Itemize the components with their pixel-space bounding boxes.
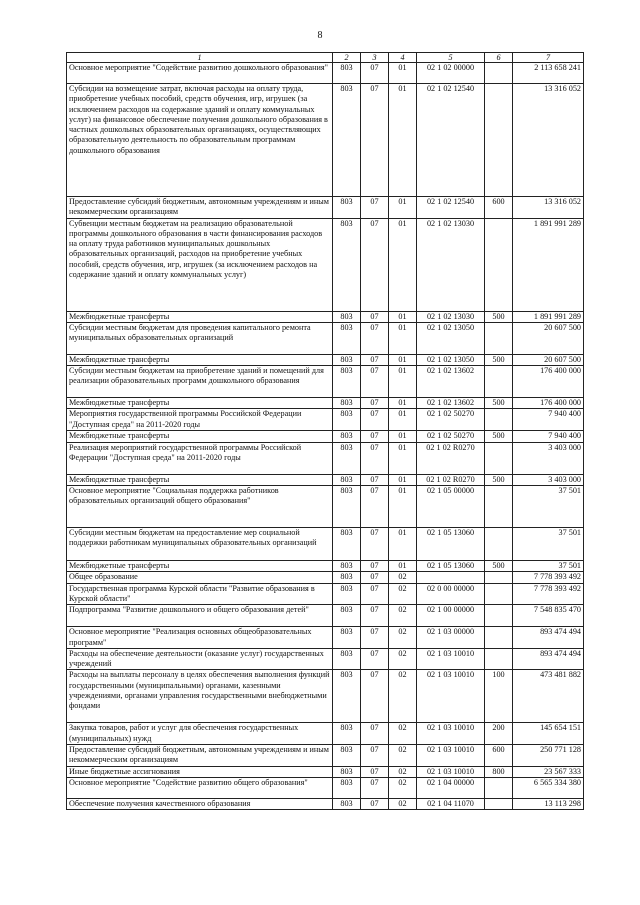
- target-article-cell: 02 1 05 13060: [417, 561, 485, 572]
- subsection-code-cell: 02: [389, 583, 417, 605]
- table-row: [67, 605, 584, 627]
- subsection-code-cell: 02: [389, 745, 417, 767]
- amount-cell: 176 400 000: [513, 398, 584, 409]
- amount-cell: 6 565 334 380: [513, 777, 584, 798]
- subsection-code-cell: 01: [389, 197, 417, 219]
- amount-cell: 23 567 333: [513, 766, 584, 777]
- target-article-cell: 02 1 03 10010: [417, 648, 485, 670]
- ministry-code-cell: 803: [333, 583, 361, 605]
- header-cell: 2: [333, 53, 361, 63]
- table-row: [67, 197, 584, 219]
- target-article-cell: 02 1 02 00000: [417, 63, 485, 84]
- table-row: [67, 322, 584, 354]
- expense-type-cell: 100: [485, 670, 513, 723]
- ministry-code-cell: 803: [333, 218, 361, 311]
- amount-cell: 7 548 835 470: [513, 605, 584, 627]
- ministry-code-cell: 803: [333, 197, 361, 219]
- row-name-cell: Межбюджетные трансферты: [67, 474, 333, 485]
- header-cell: 5: [417, 53, 485, 63]
- section-code-cell: 07: [361, 354, 389, 365]
- row-name-cell: Межбюджетные трансферты: [67, 561, 333, 572]
- target-article-cell: 02 1 02 50270: [417, 431, 485, 442]
- expense-type-cell: 500: [485, 561, 513, 572]
- amount-cell: 13 113 298: [513, 798, 584, 809]
- header-cell: 3: [361, 53, 389, 63]
- ministry-code-cell: 803: [333, 486, 361, 528]
- table-row: [67, 354, 584, 365]
- table-row: [67, 777, 584, 798]
- row-name-cell: Расходы на выплаты персоналу в целях обеспечения выполнения функций государственными (муниципальными) органами, казенными учреждениями, органами управления государственными внебюджетными фондами: [67, 670, 333, 723]
- ministry-code-cell: 803: [333, 777, 361, 798]
- subsection-code-cell: 02: [389, 766, 417, 777]
- section-code-cell: 07: [361, 605, 389, 627]
- header-cell: 4: [389, 53, 417, 63]
- amount-cell: 37 501: [513, 561, 584, 572]
- table-row: [67, 218, 584, 311]
- table-row: [67, 561, 584, 572]
- row-name-cell: Межбюджетные трансферты: [67, 431, 333, 442]
- expense-type-cell: [485, 366, 513, 398]
- table-row: [67, 442, 584, 474]
- ministry-code-cell: 803: [333, 431, 361, 442]
- table-row: [67, 398, 584, 409]
- ministry-code-cell: 803: [333, 409, 361, 431]
- target-article-cell: 02 1 03 10010: [417, 670, 485, 723]
- ministry-code-cell: 803: [333, 366, 361, 398]
- ministry-code-cell: 803: [333, 354, 361, 365]
- subsection-code-cell: 01: [389, 84, 417, 197]
- amount-cell: 893 474 494: [513, 648, 584, 670]
- section-code-cell: 07: [361, 766, 389, 777]
- row-name-cell: Субсидии местным бюджетам на предоставление мер социальной поддержки работникам муниципальных образовательных организаций: [67, 528, 333, 561]
- ministry-code-cell: 803: [333, 627, 361, 649]
- target-article-cell: 02 1 02 13050: [417, 354, 485, 365]
- row-name-cell: Основное мероприятие "Содействие развитию дошкольного образования": [67, 63, 333, 84]
- section-code-cell: 07: [361, 627, 389, 649]
- ministry-code-cell: 803: [333, 442, 361, 474]
- target-article-cell: 02 1 02 12540: [417, 197, 485, 219]
- table-row: [67, 572, 584, 583]
- subsection-code-cell: 01: [389, 63, 417, 84]
- ministry-code-cell: 803: [333, 84, 361, 197]
- table-row: [67, 798, 584, 809]
- expense-type-cell: [485, 572, 513, 583]
- subsection-code-cell: 01: [389, 442, 417, 474]
- expense-type-cell: [485, 218, 513, 311]
- table-row: [67, 528, 584, 561]
- target-article-cell: [417, 572, 485, 583]
- table-header-row: [67, 53, 584, 63]
- budget-table: [66, 52, 584, 810]
- row-name-cell: Основное мероприятие "Реализация основных общеобразовательных программ": [67, 627, 333, 649]
- expense-type-cell: 800: [485, 766, 513, 777]
- ministry-code-cell: 803: [333, 648, 361, 670]
- amount-cell: 250 771 128: [513, 745, 584, 767]
- section-code-cell: 07: [361, 486, 389, 528]
- section-code-cell: 07: [361, 474, 389, 485]
- ministry-code-cell: 803: [333, 766, 361, 777]
- section-code-cell: 07: [361, 442, 389, 474]
- amount-cell: 13 316 052: [513, 197, 584, 219]
- target-article-cell: 02 1 02 13050: [417, 322, 485, 354]
- section-code-cell: 07: [361, 723, 389, 745]
- expense-type-cell: [485, 583, 513, 605]
- target-article-cell: 02 1 02 13602: [417, 398, 485, 409]
- table-row: [67, 766, 584, 777]
- target-article-cell: 02 1 03 10010: [417, 745, 485, 767]
- expense-type-cell: [485, 798, 513, 809]
- amount-cell: 37 501: [513, 486, 584, 528]
- row-name-cell: Основное мероприятие "Социальная поддержка работников образовательных организаций общего образования": [67, 486, 333, 528]
- row-name-cell: Государственная программа Курской области "Развитие образования в Курской области": [67, 583, 333, 605]
- subsection-code-cell: 02: [389, 723, 417, 745]
- expense-type-cell: [485, 84, 513, 197]
- target-article-cell: 02 0 00 00000: [417, 583, 485, 605]
- subsection-code-cell: 01: [389, 218, 417, 311]
- expense-type-cell: 500: [485, 431, 513, 442]
- expense-type-cell: [485, 322, 513, 354]
- target-article-cell: 02 1 00 00000: [417, 605, 485, 627]
- table-row: [67, 366, 584, 398]
- row-name-cell: Межбюджетные трансферты: [67, 354, 333, 365]
- amount-cell: 3 403 000: [513, 474, 584, 485]
- amount-cell: 7 778 393 492: [513, 572, 584, 583]
- target-article-cell: 02 1 02 13030: [417, 311, 485, 322]
- ministry-code-cell: 803: [333, 528, 361, 561]
- section-code-cell: 07: [361, 398, 389, 409]
- page-number: 8: [317, 30, 323, 41]
- target-article-cell: 02 1 03 10010: [417, 723, 485, 745]
- ministry-code-cell: 803: [333, 670, 361, 723]
- section-code-cell: 07: [361, 431, 389, 442]
- target-article-cell: 02 1 04 00000: [417, 777, 485, 798]
- subsection-code-cell: 01: [389, 366, 417, 398]
- expense-type-cell: 600: [485, 197, 513, 219]
- target-article-cell: 02 1 03 10010: [417, 766, 485, 777]
- row-name-cell: Основное мероприятие "Содействие развитию общего образования": [67, 777, 333, 798]
- subsection-code-cell: 01: [389, 322, 417, 354]
- row-name-cell: Межбюджетные трансферты: [67, 398, 333, 409]
- section-code-cell: 07: [361, 745, 389, 767]
- section-code-cell: 07: [361, 777, 389, 798]
- section-code-cell: 07: [361, 648, 389, 670]
- row-name-cell: Субсидии на возмещение затрат, включая расходы на оплату труда, приобретение учебных пособий, средств обучения, игр, игрушек (за исключением расходов на содержание зданий и оплату коммунальных услуг) на финансовое обеспечение получения дошкольного образования в частных дошкольных образовательных организациях, осуществляющих образовательную деятельность по образовательным программам дошкольного образования: [67, 84, 333, 197]
- target-article-cell: 02 1 05 00000: [417, 486, 485, 528]
- subsection-code-cell: 02: [389, 605, 417, 627]
- expense-type-cell: 500: [485, 354, 513, 365]
- table-row: [67, 84, 584, 197]
- ministry-code-cell: 803: [333, 63, 361, 84]
- amount-cell: 1 891 991 289: [513, 311, 584, 322]
- table-row: [67, 486, 584, 528]
- subsection-code-cell: 01: [389, 431, 417, 442]
- section-code-cell: 07: [361, 528, 389, 561]
- row-name-cell: Предоставление субсидий бюджетным, автономным учреждениям и иным некоммерческим организациям: [67, 197, 333, 219]
- section-code-cell: 07: [361, 572, 389, 583]
- section-code-cell: 07: [361, 670, 389, 723]
- expense-type-cell: [485, 486, 513, 528]
- amount-cell: 3 403 000: [513, 442, 584, 474]
- amount-cell: 2 113 658 241: [513, 63, 584, 84]
- subsection-code-cell: 02: [389, 777, 417, 798]
- header-cell: 7: [513, 53, 584, 63]
- expense-type-cell: 600: [485, 745, 513, 767]
- table-row: [67, 583, 584, 605]
- section-code-cell: 07: [361, 366, 389, 398]
- ministry-code-cell: 803: [333, 798, 361, 809]
- amount-cell: 13 316 052: [513, 84, 584, 197]
- row-name-cell: Закупка товаров, работ и услуг для обеспечения государственных (муниципальных) нужд: [67, 723, 333, 745]
- row-name-cell: Межбюджетные трансферты: [67, 311, 333, 322]
- row-name-cell: Подпрограмма "Развитие дошкольного и общего образования детей": [67, 605, 333, 627]
- amount-cell: 7 940 400: [513, 409, 584, 431]
- ministry-code-cell: 803: [333, 605, 361, 627]
- subsection-code-cell: 02: [389, 572, 417, 583]
- section-code-cell: 07: [361, 218, 389, 311]
- target-article-cell: 02 1 04 11070: [417, 798, 485, 809]
- amount-cell: 893 474 494: [513, 627, 584, 649]
- table-row: [67, 723, 584, 745]
- expense-type-cell: [485, 627, 513, 649]
- expense-type-cell: 500: [485, 398, 513, 409]
- target-article-cell: 02 1 05 13060: [417, 528, 485, 561]
- section-code-cell: 07: [361, 409, 389, 431]
- target-article-cell: 02 1 03 00000: [417, 627, 485, 649]
- expense-type-cell: 500: [485, 311, 513, 322]
- table-row: [67, 627, 584, 649]
- ministry-code-cell: 803: [333, 398, 361, 409]
- subsection-code-cell: 01: [389, 354, 417, 365]
- ministry-code-cell: 803: [333, 723, 361, 745]
- subsection-code-cell: 02: [389, 798, 417, 809]
- subsection-code-cell: 01: [389, 311, 417, 322]
- subsection-code-cell: 02: [389, 670, 417, 723]
- section-code-cell: 07: [361, 197, 389, 219]
- subsection-code-cell: 01: [389, 409, 417, 431]
- header-cell: 1: [67, 53, 333, 63]
- amount-cell: 473 481 882: [513, 670, 584, 723]
- expense-type-cell: [485, 528, 513, 561]
- ministry-code-cell: 803: [333, 311, 361, 322]
- ministry-code-cell: 803: [333, 745, 361, 767]
- table-row: [67, 409, 584, 431]
- amount-cell: 176 400 000: [513, 366, 584, 398]
- table-row: [67, 311, 584, 322]
- table-row: [67, 474, 584, 485]
- amount-cell: 7 778 393 492: [513, 583, 584, 605]
- expense-type-cell: [485, 777, 513, 798]
- amount-cell: 145 654 151: [513, 723, 584, 745]
- target-article-cell: 02 1 02 R0270: [417, 474, 485, 485]
- section-code-cell: 07: [361, 63, 389, 84]
- subsection-code-cell: 01: [389, 474, 417, 485]
- subsection-code-cell: 02: [389, 627, 417, 649]
- table-row: [67, 745, 584, 767]
- ministry-code-cell: 803: [333, 322, 361, 354]
- subsection-code-cell: 01: [389, 528, 417, 561]
- ministry-code-cell: 803: [333, 561, 361, 572]
- amount-cell: 20 607 500: [513, 354, 584, 365]
- section-code-cell: 07: [361, 798, 389, 809]
- subsection-code-cell: 01: [389, 486, 417, 528]
- amount-cell: 20 607 500: [513, 322, 584, 354]
- amount-cell: 7 940 400: [513, 431, 584, 442]
- target-article-cell: 02 1 02 13602: [417, 366, 485, 398]
- target-article-cell: 02 1 02 13030: [417, 218, 485, 311]
- section-code-cell: 07: [361, 311, 389, 322]
- target-article-cell: 02 1 02 12540: [417, 84, 485, 197]
- target-article-cell: 02 1 02 R0270: [417, 442, 485, 474]
- row-name-cell: Реализация мероприятий государственной программы Российской Федерации "Доступная среда" на 2011-2020 годы: [67, 442, 333, 474]
- section-code-cell: 07: [361, 561, 389, 572]
- expense-type-cell: [485, 442, 513, 474]
- amount-cell: 1 891 991 289: [513, 218, 584, 311]
- header-cell: 6: [485, 53, 513, 63]
- expense-type-cell: [485, 648, 513, 670]
- expense-type-cell: 500: [485, 474, 513, 485]
- table-row: [67, 648, 584, 670]
- section-code-cell: 07: [361, 84, 389, 197]
- expense-type-cell: [485, 63, 513, 84]
- row-name-cell: Субвенции местным бюджетам на реализацию образовательной программы дошкольного образования в части финансирования расходов на оплату труда работников муниципальных дошкольных образовательных организаций, расходов на приобретение учебных пособий, средств обучения, игр, игрушек (за исключением расходов на содержание зданий и оплату коммунальных услуг): [67, 218, 333, 311]
- row-name-cell: Иные бюджетные ассигнования: [67, 766, 333, 777]
- row-name-cell: Мероприятия государственной программы Российской Федерации "Доступная среда" на 2011-2020 годы: [67, 409, 333, 431]
- target-article-cell: 02 1 02 50270: [417, 409, 485, 431]
- row-name-cell: Обеспечение получения качественного образования: [67, 798, 333, 809]
- row-name-cell: Расходы на обеспечение деятельности (оказание услуг) государственных учреждений: [67, 648, 333, 670]
- section-code-cell: 07: [361, 583, 389, 605]
- expense-type-cell: 200: [485, 723, 513, 745]
- expense-type-cell: [485, 605, 513, 627]
- section-code-cell: 07: [361, 322, 389, 354]
- row-name-cell: Субсидии местным бюджетам на приобретение зданий и помещений для реализации образовательных программ дошкольного образования: [67, 366, 333, 398]
- subsection-code-cell: 01: [389, 398, 417, 409]
- row-name-cell: Предоставление субсидий бюджетным, автономным учреждениям и иным некоммерческим организациям: [67, 745, 333, 767]
- subsection-code-cell: 01: [389, 561, 417, 572]
- row-name-cell: Общее образование: [67, 572, 333, 583]
- subsection-code-cell: 02: [389, 648, 417, 670]
- table-row: [67, 670, 584, 723]
- ministry-code-cell: 803: [333, 474, 361, 485]
- amount-cell: 37 501: [513, 528, 584, 561]
- table-row: [67, 431, 584, 442]
- expense-type-cell: [485, 409, 513, 431]
- ministry-code-cell: 803: [333, 572, 361, 583]
- table-row: [67, 63, 584, 84]
- row-name-cell: Субсидии местным бюджетам для проведения капитального ремонта муниципальных образовательных организаций: [67, 322, 333, 354]
